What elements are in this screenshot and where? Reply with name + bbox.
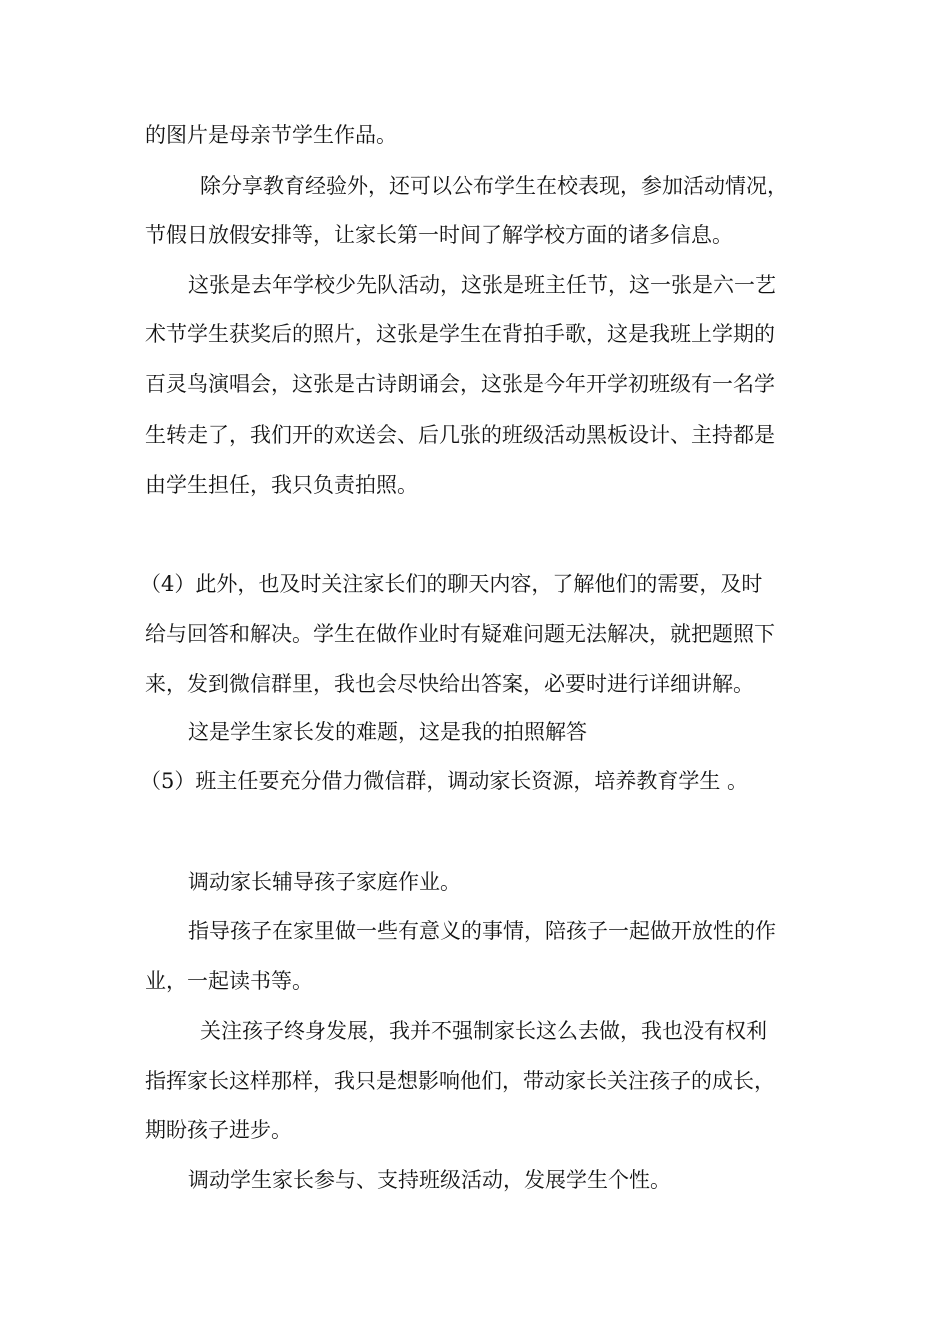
text-line: 调动家长辅导孩子家庭作业。 [188, 870, 461, 894]
text-line: 百灵鸟演唱会，这张是古诗朗诵会，这张是今年开学初班级有一名学 [145, 372, 775, 396]
text-line: 来，发到微信群里，我也会尽快给出答案，必要时进行详细讲解。 [145, 672, 754, 696]
text-line: 除分享教育经验外，还可以公布学生在校表现，参加活动情况， [200, 174, 788, 198]
text-line: 术节学生获奖后的照片，这张是学生在背拍手歌，这是我班上学期的 [145, 322, 775, 346]
text-line: 给与回答和解决。学生在做作业时有疑难问题无法解决，就把题照下 [145, 622, 775, 646]
text-line: 节假日放假安排等，让家长第一时间了解学校方面的诸多信息。 [145, 223, 733, 247]
text-line: （5）班主任要充分借力微信群，调动家长资源，培养教育学生 。 [140, 769, 749, 793]
text-line: 期盼孩子进步。 [145, 1118, 292, 1142]
text-line: 关注孩子终身发展，我并不强制家长这么去做，我也没有权利 [200, 1019, 767, 1043]
text-line: 业，一起读书等。 [145, 969, 313, 993]
text-line: 这张是去年学校少先队活动，这张是班主任节，这一张是六一艺 [188, 273, 776, 297]
text-line: 的图片是母亲节学生作品。 [145, 123, 397, 147]
text-line: 指导孩子在家里做一些有意义的事情，陪孩子一起做开放性的作 [188, 919, 776, 943]
text-line: 调动学生家长参与、支持班级活动，发展学生个性。 [188, 1168, 671, 1192]
text-line: 指挥家长这样那样，我只是想影响他们，带动家长关注孩子的成长， [145, 1069, 775, 1093]
text-line: 这是学生家长发的难题，这是我的拍照解答 [188, 720, 587, 744]
text-line: 生转走了，我们开的欢送会、后几张的班级活动黑板设计、主持都是 [145, 423, 775, 447]
text-line: 由学生担任，我只负责拍照。 [145, 473, 418, 497]
text-line: （4）此外，也及时关注家长们的聊天内容，了解他们的需要，及时 [140, 572, 763, 596]
